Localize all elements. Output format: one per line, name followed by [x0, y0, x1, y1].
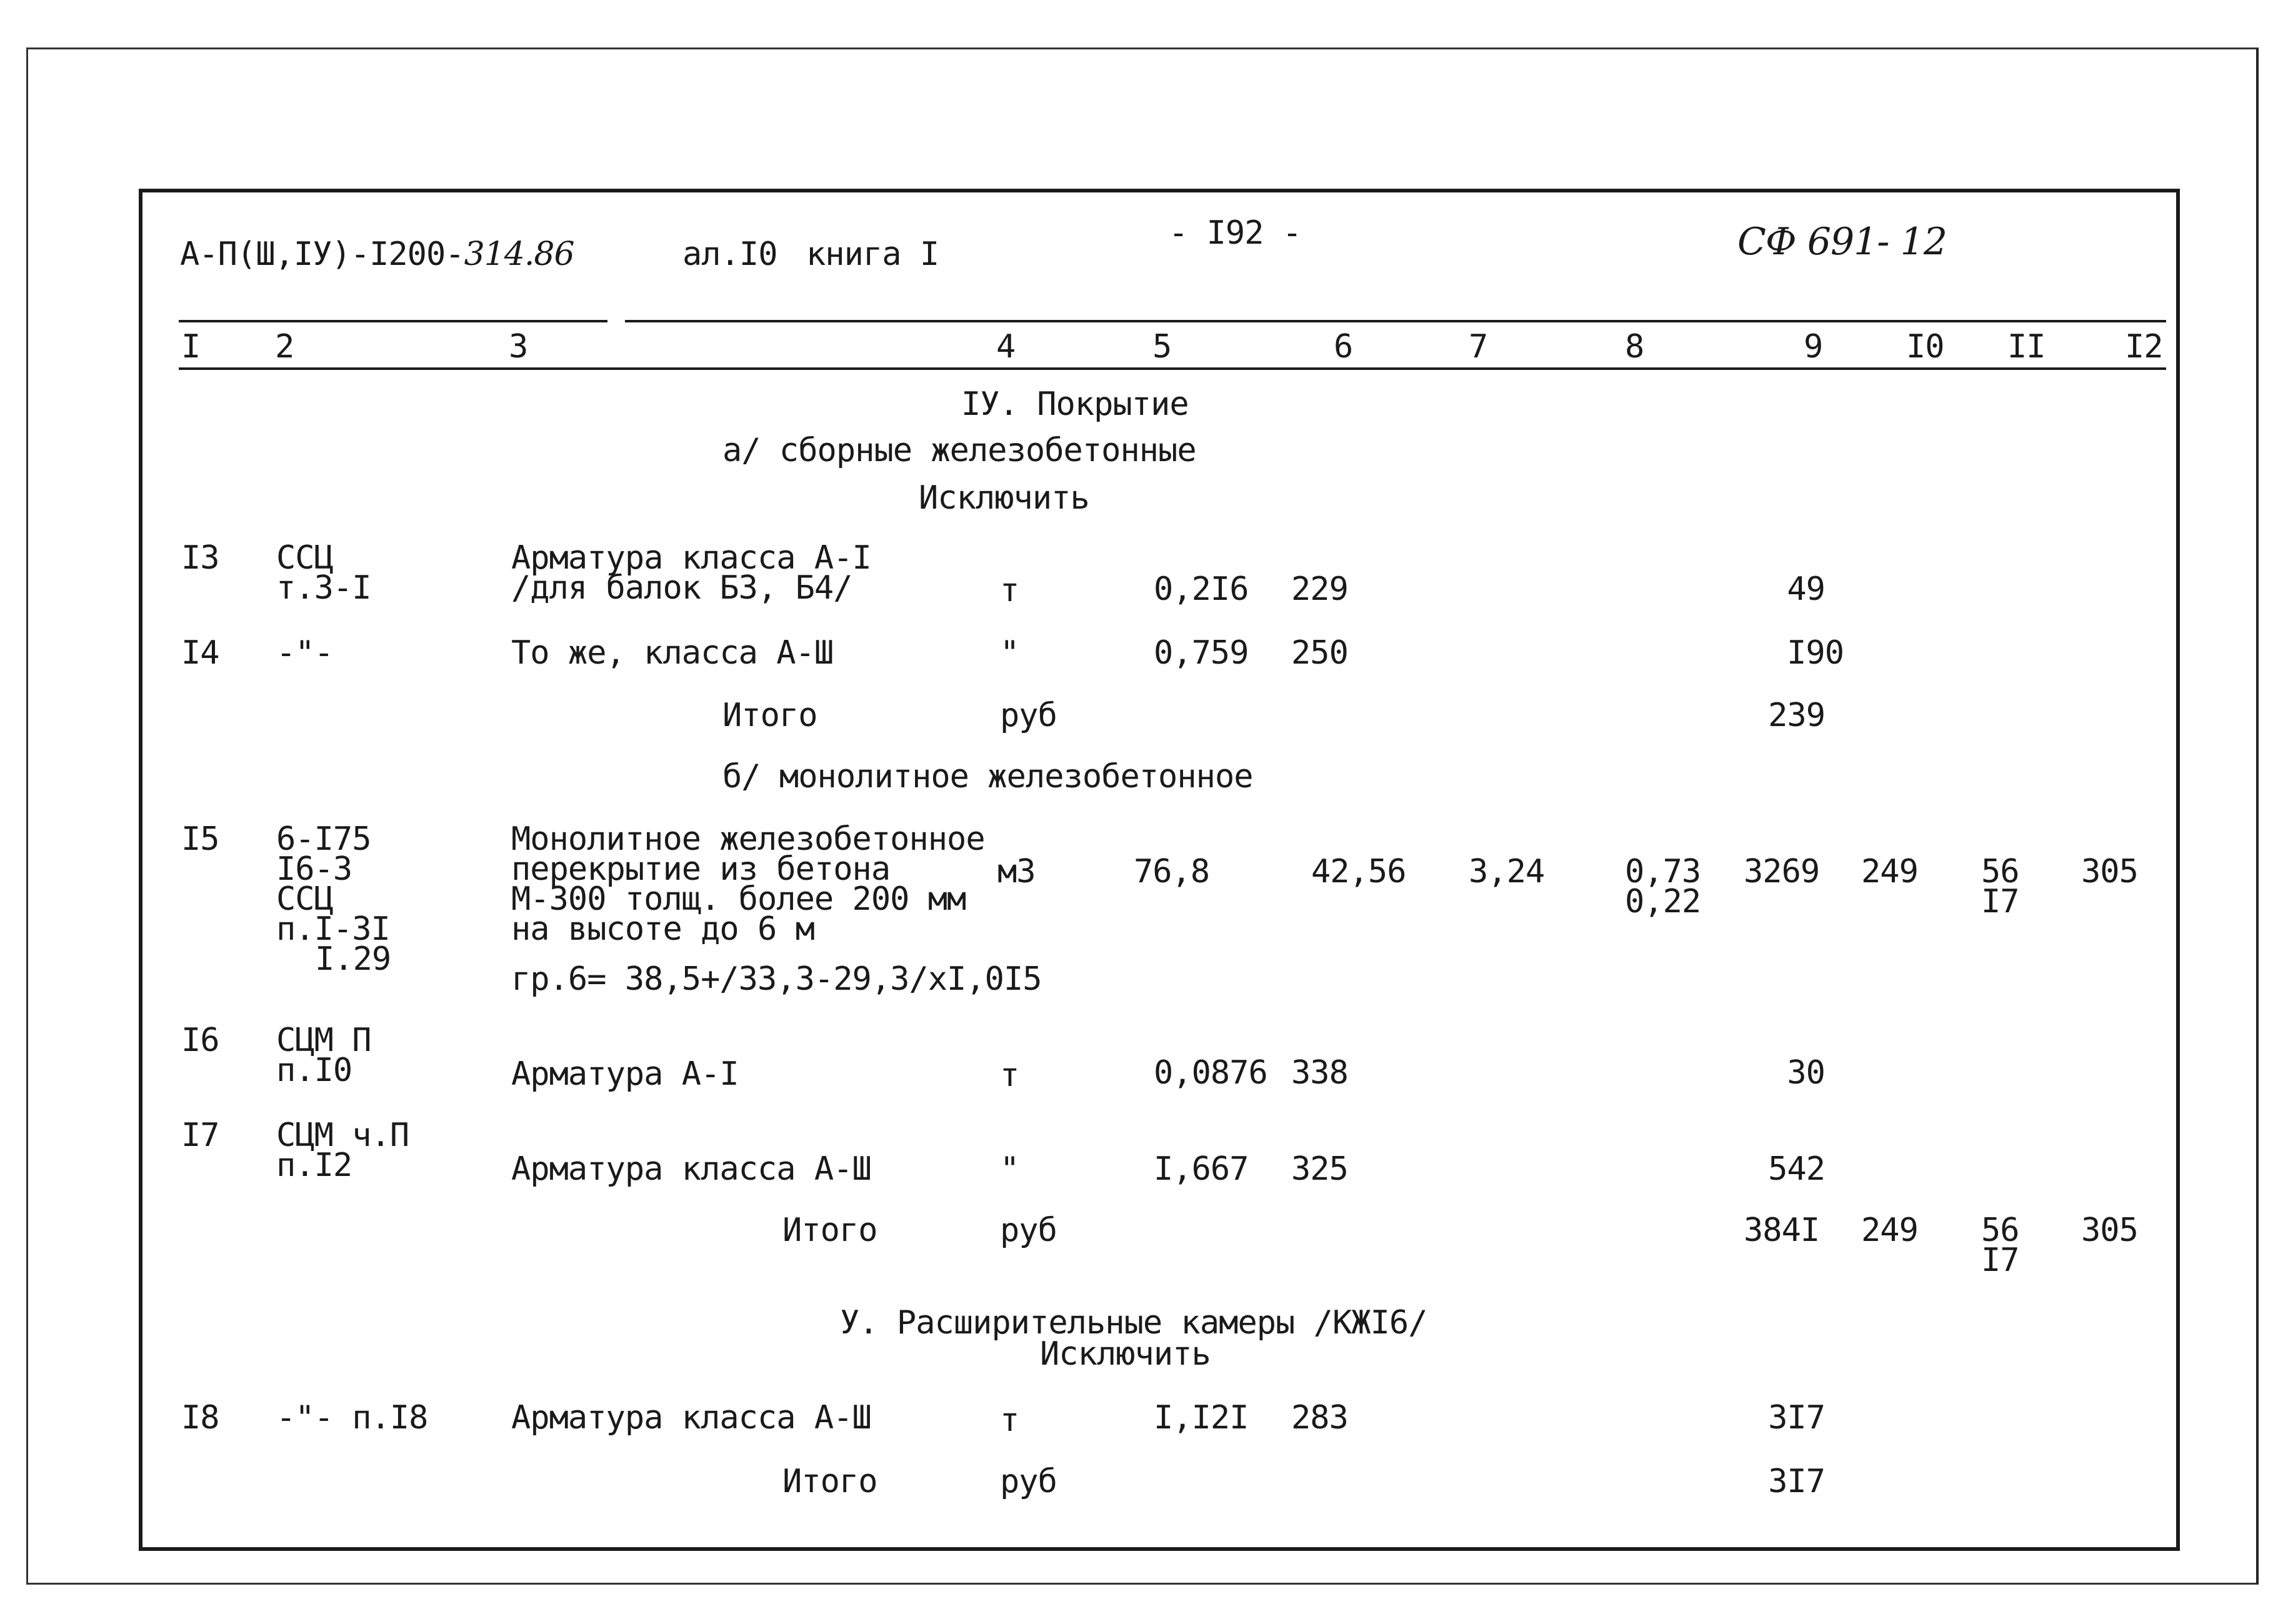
row-unit: т [1000, 1402, 1019, 1439]
row-formula: гр.6= 38,5+/33,3-29,3/хI,0I5 [511, 960, 1042, 998]
row-number: I7 [181, 1117, 219, 1154]
row-basis-line: ССЦ [276, 880, 333, 918]
row-basis-line: I.29 [315, 940, 391, 978]
col-header-3: 3 [509, 328, 528, 366]
row-price: 325 [1291, 1150, 1348, 1188]
row-total: 542 [1768, 1150, 1825, 1188]
row-col7: 3,24 [1469, 853, 1545, 890]
row-price: 250 [1291, 634, 1348, 672]
row-price: 283 [1291, 1399, 1348, 1437]
row-number: I3 [181, 539, 219, 577]
subtotal-label: Итого [722, 697, 817, 734]
row-qty: 0,0876 [1154, 1054, 1267, 1092]
row-basis-line: т.3-I [276, 569, 371, 607]
row-name-line: на высоте до 6 м [511, 910, 814, 948]
row-total: 30 [1787, 1054, 1825, 1092]
col-header-1: I [181, 328, 201, 366]
col-header-6: 6 [1334, 328, 1353, 366]
section-action: Исключить [919, 479, 1089, 517]
col-header-8: 8 [1625, 328, 1644, 366]
row-basis-line: п.I-3I [276, 910, 390, 948]
subtotal-label: Итого [782, 1463, 877, 1500]
row-basis-line: п.I2 [276, 1147, 352, 1184]
book-label: книга I [806, 236, 939, 273]
row-total: 3I7 [1768, 1399, 1825, 1437]
section-title: У. Расширительные камеры /КЖI6/ [840, 1304, 1427, 1342]
row-number: I8 [181, 1399, 219, 1437]
row-price: 229 [1291, 570, 1348, 608]
col-header-9: 9 [1804, 328, 1823, 366]
row-number: I5 [181, 820, 219, 858]
header-rule-left [179, 320, 607, 322]
row-basis-line: I6-3 [276, 850, 352, 888]
subsection-title: б/ монолитное железобетонное [722, 758, 1253, 795]
subtotal-col10: 249 [1861, 1212, 1918, 1249]
row-name-line: М-300 толщ. более 200 мм [511, 880, 966, 918]
header-rule-right [625, 320, 2166, 322]
subtotal-label: Итого [782, 1212, 877, 1249]
row-number: I6 [181, 1022, 219, 1059]
subtotal-col11-line: I7 [1981, 1242, 2019, 1279]
row-col11-line: I7 [1981, 883, 2019, 920]
row-name-line: Арматура класса А-I [511, 539, 871, 577]
col-header-12: I2 [2125, 328, 2163, 366]
subtotal-unit: руб [1000, 1212, 1057, 1249]
row-total: 3269 [1744, 853, 1820, 890]
row-basis-line: СЦМ ч.П [276, 1117, 409, 1154]
row-name-line: /для балок Б3, Б4/ [511, 569, 852, 607]
subtotal-unit: руб [1000, 697, 1057, 734]
subtotal-total: 384I [1744, 1212, 1820, 1249]
subtotal-col12: 305 [2081, 1212, 2138, 1249]
col-header-5: 5 [1152, 328, 1172, 366]
row-qty: I,667 [1154, 1150, 1249, 1188]
row-basis-line: ССЦ [276, 539, 333, 577]
row-name-line: Монолитное железобетонное [511, 820, 985, 858]
column-header-rule [179, 367, 2166, 370]
col-header-4: 4 [996, 328, 1016, 366]
row-basis-line: -"- [276, 634, 333, 672]
row-unit: " [1000, 1150, 1019, 1188]
row-name-line: Арматура А-I [511, 1055, 739, 1093]
row-basis-line: СЦМ П [276, 1022, 371, 1059]
row-price: 42,56 [1311, 853, 1406, 890]
subtotal-total: 239 [1768, 697, 1825, 734]
row-unit: т [1000, 1057, 1019, 1094]
col-header-2: 2 [275, 328, 294, 366]
subtotal-unit: руб [1000, 1463, 1057, 1500]
row-unit: " [1000, 634, 1019, 672]
subtotal-total: 3I7 [1768, 1463, 1825, 1500]
row-basis-line: 6-I75 [276, 820, 371, 858]
row-unit: м3 [997, 853, 1036, 890]
row-basis-line: -"- п.I8 [276, 1399, 428, 1437]
row-basis-line: п.I0 [276, 1052, 352, 1089]
doc-code [180, 236, 574, 273]
album-label: ал.I0 [682, 236, 777, 273]
subsection-title: а/ сборные железобетонные [722, 432, 1196, 469]
row-col11-line: 56 [1981, 853, 2019, 890]
row-col8-line: 0,22 [1625, 883, 1701, 920]
row-name-line: Арматура класса А-Ш [511, 1150, 871, 1188]
row-price: 338 [1291, 1054, 1348, 1092]
col-header-7: 7 [1469, 328, 1488, 366]
section-title: IУ. Покрытие [961, 386, 1189, 423]
row-total: I90 [1787, 634, 1844, 672]
row-number: I4 [181, 634, 219, 672]
row-name-line: То же, класса А-Ш [511, 634, 834, 672]
col-header-10: I0 [1906, 328, 1944, 366]
row-qty: 0,2I6 [1154, 570, 1249, 608]
row-col10: 249 [1861, 853, 1918, 890]
row-qty: 0,759 [1154, 634, 1249, 672]
doc-code-handwritten: 314.86 [464, 236, 574, 273]
doc-code-printed: А-П(Ш,IУ)-I200- [180, 236, 464, 273]
sheet-code: СФ 691- 12 [1737, 220, 1947, 264]
row-name-line: перекрытие из бетона [511, 850, 891, 888]
row-name-line: Арматура класса А-Ш [511, 1399, 871, 1437]
col-header-11: II [2007, 328, 2046, 366]
row-col8-line: 0,73 [1625, 853, 1701, 890]
section-action: Исключить [1040, 1335, 1211, 1373]
page-number: - I92 - [1169, 214, 1302, 252]
subtotal-col11-line: 56 [1981, 1212, 2019, 1249]
row-col12: 305 [2081, 853, 2138, 890]
row-unit: т [1000, 572, 1019, 609]
row-total: 49 [1787, 570, 1825, 608]
row-qty: 76,8 [1134, 853, 1210, 890]
row-qty: I,I2I [1154, 1399, 1249, 1437]
